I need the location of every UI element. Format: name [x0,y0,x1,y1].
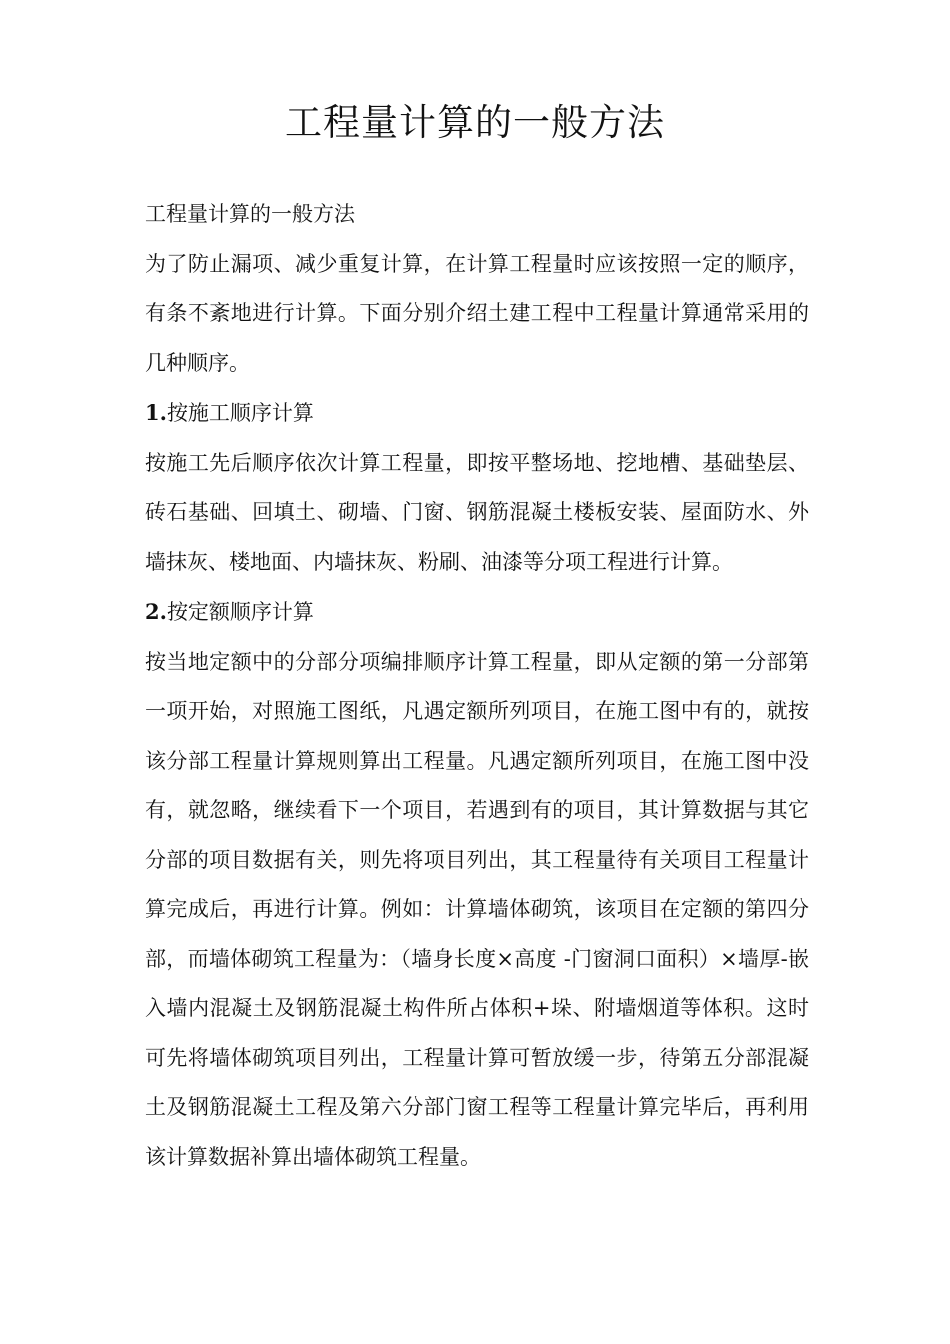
section-2-paragraph: 按当地定额中的分部分项编排顺序计算工程量，即从定额的第一分部第一项开始，对照施工图纸，凡遇定额所列项目，在施工图中有的，就按该分部工程量计算规则算出工程量。凡遇定额所列项目，在施工图中没有，就忽略，继续看下一个项目，若遇到有的项目，其计算数据与其它分部的项目数据有关，则先将项目列出，其工程量待有关项目工程量计算完成后，再进行计算。例如：计算墙体砌筑，该项目在定额的第四分部，而墙体砌筑工程量为：（墙身长度×高度 -门窗洞口面积）×墙厚-嵌入墙内混凝土及钢筋混凝土构件所占体积+垛、附墙烟道等体积。这时可先将墙体砌筑项目列出，工程量计算可暂放缓一步，待第五分部混凝土及钢筋混凝土工程及第六分部门窗工程等工程量计算完毕后，再利用该计算数据补算出墙体砌筑工程量。 [145,649,809,1169]
section-1-number: 1. [145,400,167,425]
section-1-paragraph: 按施工先后顺序依次计算工程量，即按平整场地、挖地槽、基础垫层、砖石基础、回填土、砌墙、门窗、钢筋混凝土楼板安装、屋面防水、外墙抹灰、楼地面、内墙抹灰、粉刷、油漆等分项工程进行计算。 [145,450,809,574]
section-1-heading-text: 按施工顺序计算 [166,401,314,425]
subtitle: 工程量计算的一般方法 [145,202,355,226]
section-2-number: 2. [145,599,167,624]
document-title: 工程量计算的一般方法 [285,101,665,144]
document-body [145,190,809,1182]
section-2-heading-text: 按定额顺序计算 [166,600,314,624]
intro-paragraph: 为了防止漏项、减少重复计算，在计算工程量时应该按照一定的顺序，有条不紊地进行计算。下面分别介绍土建工程中工程量计算通常采用的几种顺序。 [145,251,809,375]
section-1-heading [145,388,809,439]
section-2-heading [145,587,809,638]
